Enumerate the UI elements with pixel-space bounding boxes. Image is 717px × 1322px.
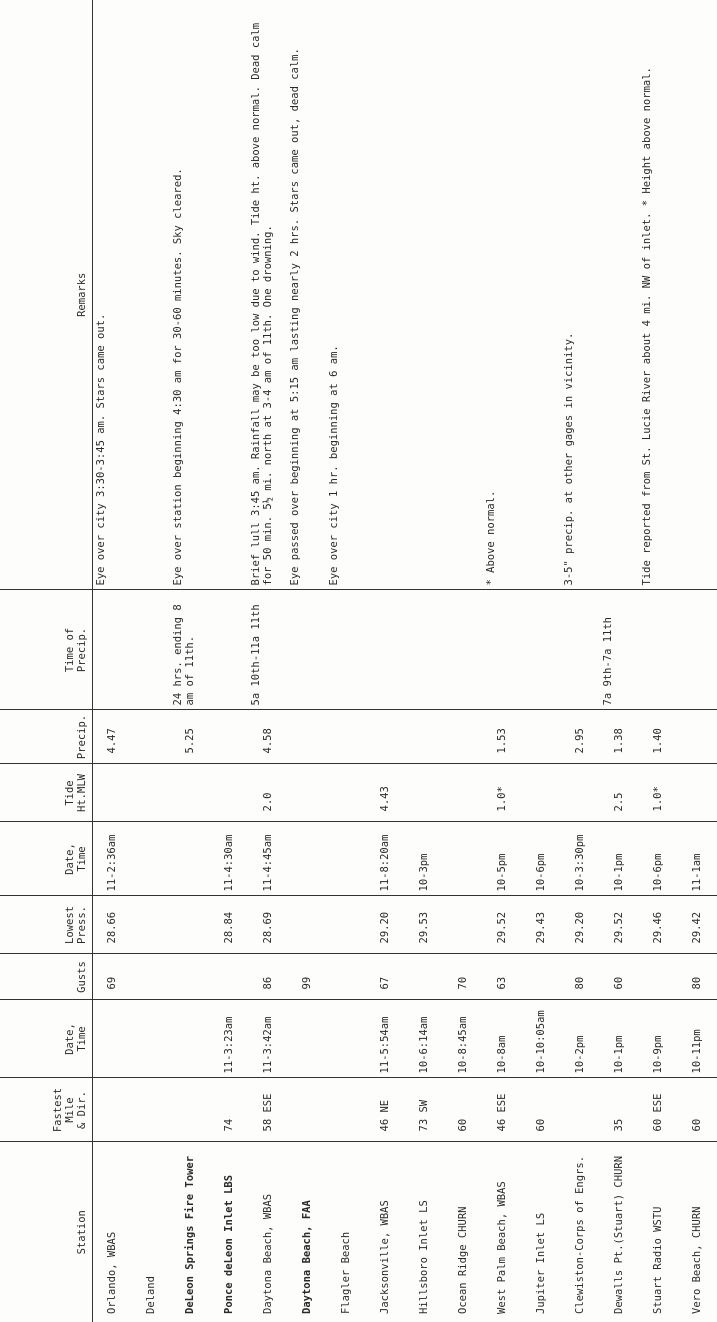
tide-cell xyxy=(444,764,483,822)
gusts-cell xyxy=(209,954,248,1000)
lowest-press-cell xyxy=(170,896,209,954)
precip-cell xyxy=(444,710,483,764)
table-row xyxy=(678,0,717,1322)
header-date-time: Date, Time xyxy=(0,1000,92,1078)
lowest-press-cell xyxy=(326,896,365,954)
date-time-cell: 11-3:23am xyxy=(209,1000,248,1078)
time-of-precip-cell xyxy=(444,590,483,710)
fastest-mile-cell: 60 xyxy=(444,1078,483,1142)
table-row xyxy=(209,0,248,1322)
time-of-precip-cell xyxy=(405,590,444,710)
date-time-cell xyxy=(131,1000,170,1078)
precip-cell: 1.38 xyxy=(600,710,639,764)
date-time-cell: 10-2pm xyxy=(561,1000,600,1078)
remarks-cell xyxy=(678,0,717,590)
precip-cell xyxy=(405,710,444,764)
time-of-precip-cell xyxy=(483,590,522,710)
lowest-press-cell: 29.53 xyxy=(405,896,444,954)
tide-cell: 4.43 xyxy=(365,764,404,822)
remarks-cell xyxy=(405,0,444,590)
table-row xyxy=(522,0,561,1322)
table-row xyxy=(444,0,483,1322)
fastest-mile-cell xyxy=(92,1078,131,1142)
lowest-press-cell: 29.52 xyxy=(600,896,639,954)
gusts-cell: 60 xyxy=(600,954,639,1000)
fastest-mile-cell xyxy=(287,1078,326,1142)
lowest-press-cell xyxy=(131,896,170,954)
precip-cell xyxy=(365,710,404,764)
tide-cell: 2.0 xyxy=(248,764,287,822)
gusts-cell xyxy=(326,954,365,1000)
press-date-time-cell: 10-6pm xyxy=(522,822,561,896)
table-row xyxy=(248,0,287,1322)
lowest-press-cell: 29.20 xyxy=(561,896,600,954)
date-time-cell: 11-5:54am xyxy=(365,1000,404,1078)
lowest-press-cell xyxy=(287,896,326,954)
time-of-precip-cell xyxy=(92,590,131,710)
station-cell: Jacksonville, WBAS xyxy=(378,1200,391,1314)
fastest-mile-cell: 60 ESE xyxy=(639,1078,678,1142)
lowest-press-cell: 29.42 xyxy=(678,896,717,954)
gusts-cell xyxy=(522,954,561,1000)
station-cell: Flagler Beach xyxy=(339,1231,352,1314)
remarks-cell: Eye passed over beginning at 5:15 am lasting nearly 2 hrs. Stars came out, dead calm. xyxy=(287,0,326,590)
tide-cell xyxy=(170,764,209,822)
tide-cell xyxy=(561,764,600,822)
fastest-mile-cell: 46 NE xyxy=(365,1078,404,1142)
date-time-cell xyxy=(92,1000,131,1078)
header-tide: Tide Ht.MLW xyxy=(0,764,92,822)
precip-cell xyxy=(209,710,248,764)
table-row xyxy=(639,0,678,1322)
press-date-time-cell: 10-3:30pm xyxy=(561,822,600,896)
precip-cell xyxy=(678,710,717,764)
header-date-time-press: Date, Time xyxy=(0,822,92,896)
time-of-precip-cell: 7a 9th-7a 11th xyxy=(600,590,639,710)
precip-cell: 1.40 xyxy=(639,710,678,764)
station-cell: Hillsboro Inlet LS xyxy=(418,1200,431,1314)
date-time-cell: 10-11pm xyxy=(678,1000,717,1078)
lowest-press-cell: 28.69 xyxy=(248,896,287,954)
precip-cell xyxy=(287,710,326,764)
tide-cell xyxy=(678,764,717,822)
time-of-precip-cell: 5a 10th-11a 11th xyxy=(248,590,287,710)
station-cell: Stuart Radio WSTU xyxy=(652,1206,665,1314)
station-cell: Deland xyxy=(144,1276,157,1314)
remarks-cell xyxy=(600,0,639,590)
date-time-cell xyxy=(287,1000,326,1078)
table-row xyxy=(561,0,600,1322)
fastest-mile-cell: 60 xyxy=(678,1078,717,1142)
press-date-time-cell: 10-6pm xyxy=(639,822,678,896)
table-row xyxy=(326,0,365,1322)
gusts-cell xyxy=(639,954,678,1000)
table-row xyxy=(483,0,522,1322)
press-date-time-cell xyxy=(326,822,365,896)
press-date-time-cell: 11-1am xyxy=(678,822,717,896)
header-time-of-precip: Time of Precip. xyxy=(0,590,92,710)
press-date-time-cell: 11-4:30am xyxy=(209,822,248,896)
gusts-cell: 86 xyxy=(248,954,287,1000)
date-time-cell: 10-1pm xyxy=(600,1000,639,1078)
tide-cell xyxy=(92,764,131,822)
table-row xyxy=(600,0,639,1322)
precip-cell xyxy=(522,710,561,764)
fastest-mile-cell: 74 xyxy=(209,1078,248,1142)
date-time-cell xyxy=(326,1000,365,1078)
table-row xyxy=(170,0,209,1322)
station-cell: DeLeon Springs Fire Tower xyxy=(183,1155,196,1314)
station-cell: Daytona Beach, FAA xyxy=(300,1200,313,1314)
fastest-mile-cell: 35 xyxy=(600,1078,639,1142)
tide-cell: 1.0* xyxy=(639,764,678,822)
header-gusts: Gusts xyxy=(0,954,92,1000)
remarks-cell: Tide reported from St. Lucie River about 4 mi. NW of inlet. * Height above normal. xyxy=(639,0,678,590)
date-time-cell: 10-6:14am xyxy=(405,1000,444,1078)
fastest-mile-cell xyxy=(561,1078,600,1142)
station-cell: West Palm Beach, WBAS xyxy=(496,1181,509,1314)
gusts-cell xyxy=(405,954,444,1000)
date-time-cell: 10-10:05am xyxy=(522,1000,561,1078)
fastest-mile-cell xyxy=(131,1078,170,1142)
lowest-press-cell: 28.66 xyxy=(92,896,131,954)
gusts-cell xyxy=(131,954,170,1000)
time-of-precip-cell xyxy=(678,590,717,710)
remarks-cell: * Above normal. xyxy=(483,0,522,590)
date-time-cell xyxy=(170,1000,209,1078)
tide-cell xyxy=(522,764,561,822)
tide-cell xyxy=(326,764,365,822)
station-cell: Daytona Beach, WBAS xyxy=(261,1193,274,1314)
date-time-cell: 11-3:42am xyxy=(248,1000,287,1078)
tide-cell xyxy=(131,764,170,822)
station-cell: Dewalls Pt.(Stuart) CHURN xyxy=(613,1155,626,1314)
remarks-cell xyxy=(522,0,561,590)
lowest-press-cell: 29.46 xyxy=(639,896,678,954)
time-of-precip-cell xyxy=(209,590,248,710)
table-row xyxy=(287,0,326,1322)
station-cell: Ponce deLeon Inlet LBS xyxy=(222,1174,235,1314)
precip-cell: 5.25 xyxy=(170,710,209,764)
lowest-press-cell: 29.43 xyxy=(522,896,561,954)
lowest-press-cell: 29.52 xyxy=(483,896,522,954)
date-time-cell: 10-8:45am xyxy=(444,1000,483,1078)
press-date-time-cell: 11-8:20am xyxy=(365,822,404,896)
date-time-cell: 10-8am xyxy=(483,1000,522,1078)
table-row xyxy=(92,0,131,1322)
press-date-time-cell: 10-5pm xyxy=(483,822,522,896)
press-date-time-cell: 10-3pm xyxy=(405,822,444,896)
precip-cell: 2.95 xyxy=(561,710,600,764)
fastest-mile-cell: 73 SW xyxy=(405,1078,444,1142)
fastest-mile-cell: 60 xyxy=(522,1078,561,1142)
remarks-cell: Eye over city 1 hr. beginning at 6 am. xyxy=(326,0,365,590)
fastest-mile-cell: 58 ESE xyxy=(248,1078,287,1142)
remarks-cell xyxy=(209,0,248,590)
fastest-mile-cell xyxy=(326,1078,365,1142)
gusts-cell: 70 xyxy=(444,954,483,1000)
station-cell: Orlando, WBAS xyxy=(105,1231,118,1314)
lowest-press-cell: 28.84 xyxy=(209,896,248,954)
precip-cell xyxy=(131,710,170,764)
lowest-press-cell xyxy=(444,896,483,954)
tide-cell xyxy=(287,764,326,822)
station-cell: Clewiston-Corps of Engrs. xyxy=(574,1155,587,1314)
gusts-cell: 99 xyxy=(287,954,326,1000)
table-row xyxy=(365,0,404,1322)
remarks-cell xyxy=(365,0,404,590)
remarks-cell: 3-5" precip. at other gages in vicinity. xyxy=(561,0,600,590)
gusts-cell: 80 xyxy=(561,954,600,1000)
time-of-precip-cell xyxy=(131,590,170,710)
press-date-time-cell xyxy=(287,822,326,896)
header-precip: Precip. xyxy=(0,710,92,764)
station-cell: Vero Beach, CHURN xyxy=(691,1206,704,1314)
time-of-precip-cell xyxy=(561,590,600,710)
tide-cell xyxy=(209,764,248,822)
gusts-cell: 69 xyxy=(92,954,131,1000)
time-of-precip-cell xyxy=(287,590,326,710)
remarks-cell: Eye over city 3:30-3:45 am. Stars came out. xyxy=(92,0,131,590)
time-of-precip-cell: 24 hrs. ending 8 am of 11th. xyxy=(170,590,209,710)
table-row xyxy=(131,0,170,1322)
date-time-cell: 10-9pm xyxy=(639,1000,678,1078)
header-station: Station xyxy=(0,1142,92,1322)
remarks-cell: Eye over station beginning 4:30 am for 30-60 minutes. Sky cleared. xyxy=(170,0,209,590)
lowest-press-cell: 29.20 xyxy=(365,896,404,954)
press-date-time-cell: 11-4:45am xyxy=(248,822,287,896)
table-row xyxy=(405,0,444,1322)
precip-cell: 4.58 xyxy=(248,710,287,764)
precip-cell: 1.53 xyxy=(483,710,522,764)
header-fastest-mile: Fastest Mile & Dir. xyxy=(0,1078,92,1142)
fastest-mile-cell xyxy=(170,1078,209,1142)
time-of-precip-cell xyxy=(639,590,678,710)
press-date-time-cell xyxy=(131,822,170,896)
remarks-cell xyxy=(131,0,170,590)
press-date-time-cell xyxy=(170,822,209,896)
fastest-mile-cell: 46 ESE xyxy=(483,1078,522,1142)
station-cell: Jupiter Inlet LS xyxy=(535,1212,548,1314)
time-of-precip-cell xyxy=(326,590,365,710)
press-date-time-cell: 10-1pm xyxy=(600,822,639,896)
press-date-time-cell xyxy=(444,822,483,896)
time-of-precip-cell xyxy=(522,590,561,710)
remarks-cell xyxy=(444,0,483,590)
header-remarks: Remarks xyxy=(0,0,92,590)
precip-cell xyxy=(326,710,365,764)
gusts-cell xyxy=(170,954,209,1000)
gusts-cell: 67 xyxy=(365,954,404,1000)
header-row xyxy=(0,0,92,1322)
header-lowest-press: Lowest Press. xyxy=(0,896,92,954)
gusts-cell: 80 xyxy=(678,954,717,1000)
press-date-time-cell: 11-2:36am xyxy=(92,822,131,896)
time-of-precip-cell xyxy=(365,590,404,710)
precip-cell: 4.47 xyxy=(92,710,131,764)
remarks-cell: Brief lull 3:45 am. Rainfall may be too low due to wind. Tide ht. above normal. Dead calm for 50 min. 5½ mi. north at 3-4 am of 11th. One drowning. xyxy=(248,0,287,590)
tide-cell: 1.0* xyxy=(483,764,522,822)
tide-cell xyxy=(405,764,444,822)
station-cell: Ocean Ridge CHURN xyxy=(457,1206,470,1314)
gusts-cell: 63 xyxy=(483,954,522,1000)
tide-cell: 2.5 xyxy=(600,764,639,822)
